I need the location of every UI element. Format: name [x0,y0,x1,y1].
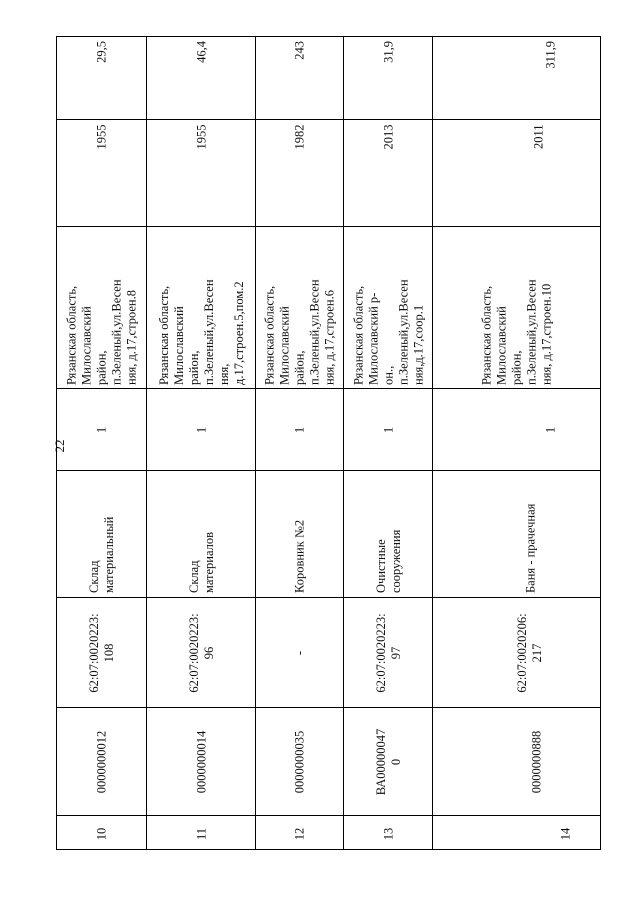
cadastral-cell [256,597,344,707]
row-number: 11 [194,827,208,840]
year-value: 1955 [94,124,108,150]
table-row [432,37,601,849]
cadastral-cell [344,597,433,707]
quantity-value: 1 [194,426,208,433]
quantity-value: 1 [381,426,395,433]
area-cell [57,37,146,119]
table-row [343,37,433,849]
row-number-cell [147,815,256,851]
name-cell [256,470,344,597]
year-value: 2011 [531,124,546,150]
cadastral-cell [433,597,601,707]
quantity-cell [147,388,256,470]
cadastral-value: 62:07:0020223: 108 [86,612,116,693]
quantity-value: 1 [292,426,307,433]
name-cell [344,470,433,597]
inventory-cell [147,707,256,815]
inventory-cell [256,707,344,815]
row-number: 10 [94,827,108,840]
area-value: 29,5 [94,41,108,63]
quantity-value: 1 [543,426,558,433]
inventory-value: 0000000014 [194,730,208,793]
year-cell [433,119,601,226]
address-cell [57,226,146,388]
name-cell [433,470,601,597]
cadastral-cell [147,597,256,707]
row-number: 13 [381,827,395,840]
name-value: Склад материалов [186,531,216,593]
inventory-value: 0000000012 [94,730,108,793]
inventory-value: ВА00000047 0 [373,728,403,795]
cadastral-cell [57,597,146,707]
year-value: 2013 [381,124,395,150]
area-value: 46,4 [194,41,208,63]
address-cell [433,226,601,388]
year-cell [256,119,344,226]
address-value: Рязанская область, Милославский район, п.Зеленый,ул.Весен няя, д.17,строен.10 [479,278,554,385]
area-cell [344,37,433,119]
year-cell [147,119,256,226]
inventory-cell [344,707,433,815]
row-number: 14 [558,827,573,840]
cadastral-value: - [292,650,307,655]
name-value: Очистные сооружения [373,529,403,593]
table-row [146,37,256,849]
area-cell [433,37,601,119]
address-value: Рязанская область, Милославский район, п.Зеленый,ул.Весен няя, д.17,строен.5,пом.2 [156,278,246,385]
area-value: 31,9 [381,41,395,63]
page-number: 22 [52,439,67,453]
address-value: Рязанская область, Милославский район, п.Зеленый,ул.Весен няя, д.17,строен.6 [262,278,337,385]
year-cell [344,119,433,226]
inventory-value: 0000000035 [292,730,307,793]
cadastral-value: 62:07:0020223: 96 [186,612,216,693]
address-cell [344,226,433,388]
name-value: Склад материальный [86,516,116,593]
row-number-cell [344,815,433,851]
quantity-cell [57,388,146,470]
address-cell [256,226,344,388]
quantity-cell [433,388,601,470]
table-row [255,37,344,849]
name-cell [147,470,256,597]
property-table [56,36,601,850]
row-number-cell [57,815,146,851]
inventory-cell [57,707,146,815]
table-row [57,37,146,849]
address-cell [147,226,256,388]
area-cell [147,37,256,119]
inventory-cell [433,707,601,815]
year-cell [57,119,146,226]
address-value: Рязанская область, Милославский р- он., п.Зеленый,ул.Весен няя,д.17,соор.1 [351,278,425,385]
area-value: 243 [292,41,307,60]
area-value: 311,9 [543,41,558,69]
name-value: Баня - прачечная [523,503,538,593]
year-value: 1955 [194,124,208,150]
row-number: 12 [292,827,307,840]
row-number-cell [256,815,344,851]
name-value: Коровник №2 [292,519,307,593]
quantity-cell [256,388,344,470]
address-value: Рязанская область, Милославский район, п.Зеленый,ул.Весен няя, д.17,строен.8 [64,278,138,385]
quantity-value: 1 [94,426,108,433]
row-number-cell [433,815,601,851]
cadastral-value: 62:07:0020223: 97 [373,612,403,693]
name-cell [57,470,146,597]
area-cell [256,37,344,119]
cadastral-value: 62:07:0020206: 217 [515,612,544,693]
quantity-cell [344,388,433,470]
inventory-value: 0000000888 [529,730,544,793]
year-value: 1982 [292,124,307,150]
